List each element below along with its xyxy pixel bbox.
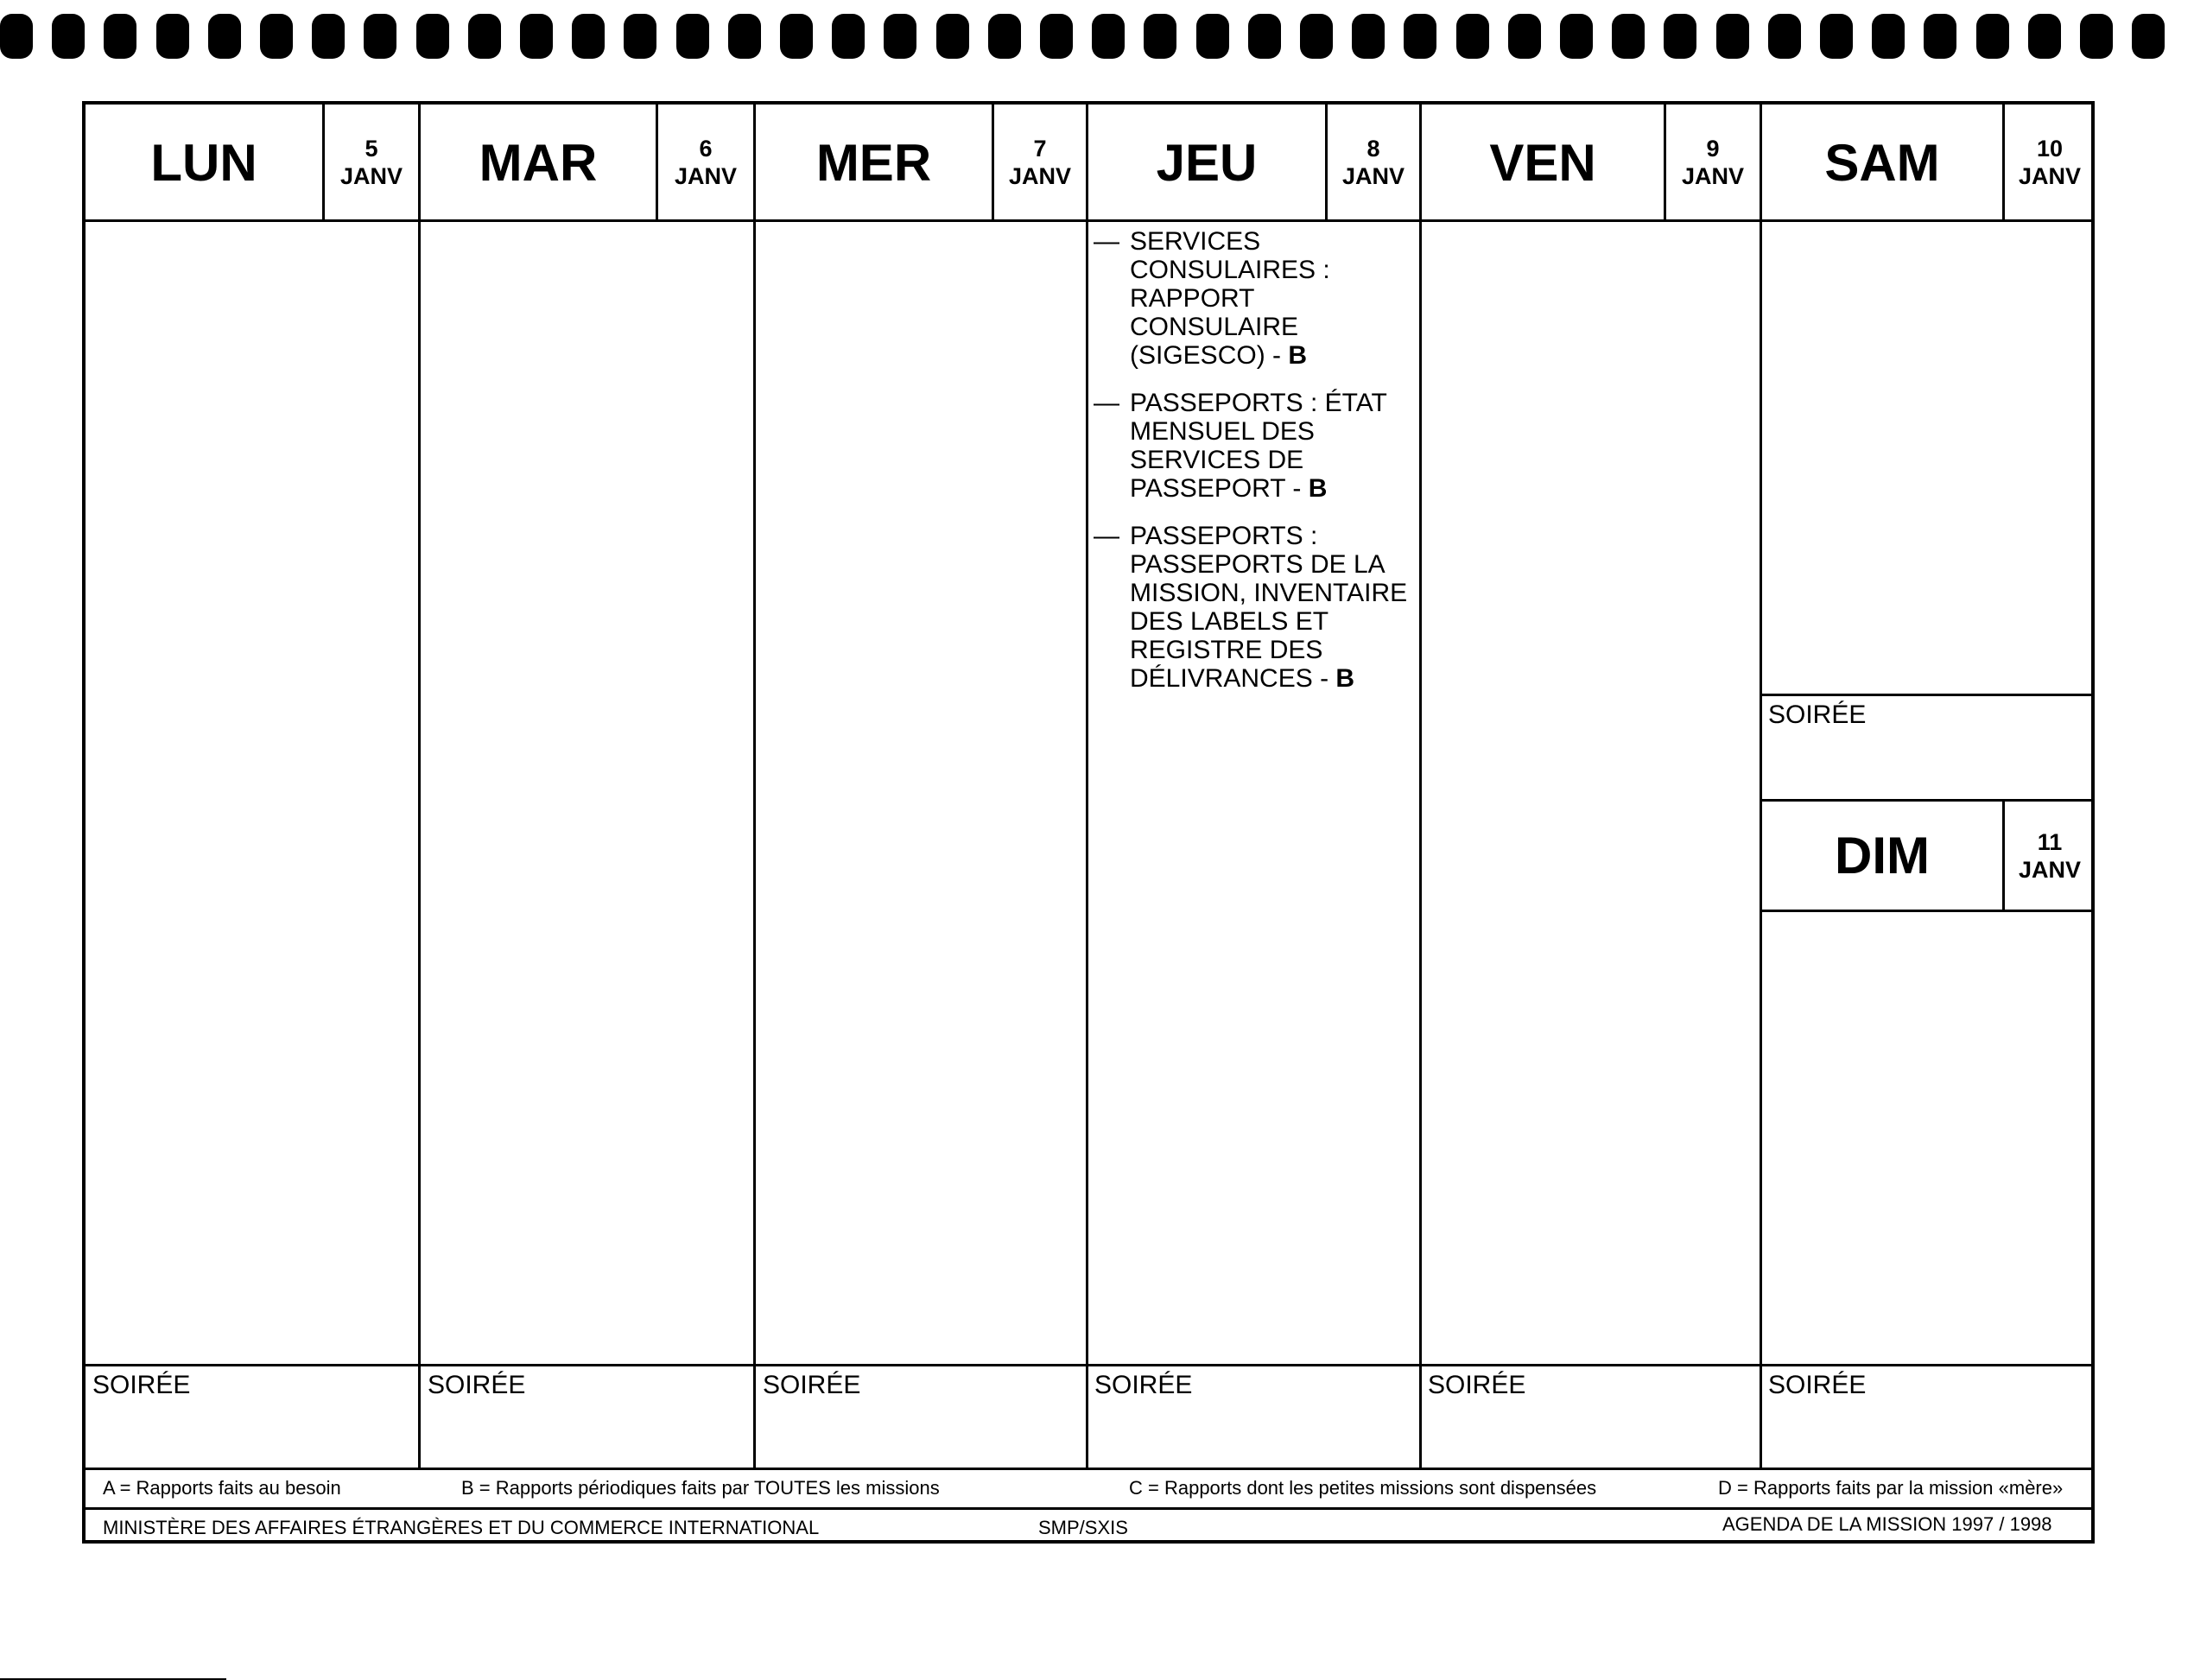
entry-text: SERVICES CONSULAIRES : RAPPORT CONSULAIRE (SIGESCO) - [1130, 227, 1330, 370]
date-month: JANV [1341, 163, 1405, 189]
binding-hole [1872, 14, 1905, 59]
column-divider [753, 105, 756, 1468]
binding-hole [52, 14, 85, 59]
binding-hole [1768, 14, 1801, 59]
day-name-mer: MER [815, 133, 932, 192]
binding-hole [832, 14, 865, 59]
evening-rule [86, 1364, 2095, 1366]
legend-c: C = Rapports dont les petites missions sont dispensées [1129, 1477, 1597, 1499]
day-name-mar: MAR [479, 133, 598, 192]
evening-label: SOIRÉE [428, 1371, 526, 1399]
date-month: JANV [1008, 163, 1072, 189]
binding-hole [1508, 14, 1541, 59]
binding-hole [2132, 14, 2165, 59]
date-number: 10 [2036, 136, 2064, 162]
binding-hole [1196, 14, 1229, 59]
binding-hole [2080, 14, 2113, 59]
binding-hole [364, 14, 396, 59]
evening-label: SOIRÉE [1428, 1371, 1526, 1399]
binding-hole [1560, 14, 1593, 59]
binding-hole [1248, 14, 1281, 59]
evening-label: SOIRÉE [1768, 1371, 1867, 1399]
entry-code: B [1308, 474, 1328, 503]
column-divider [1760, 105, 1762, 1468]
legend-a: A = Rapports faits au besoin [103, 1477, 341, 1499]
binding-hole [676, 14, 709, 59]
date-mer [994, 105, 1086, 220]
legend-rule [86, 1468, 2095, 1470]
binding-hole [416, 14, 449, 59]
date-month: JANV [674, 163, 738, 189]
binding-hole [572, 14, 605, 59]
thursday-entries [1094, 227, 1422, 712]
binding-hole [1456, 14, 1489, 59]
day-name-jeu: JEU [1156, 133, 1258, 192]
binding-hole [1352, 14, 1385, 59]
binding-hole [312, 14, 345, 59]
binding-hole [624, 14, 656, 59]
binding-hole [728, 14, 761, 59]
entry-code: B [1288, 341, 1308, 370]
footer-rule [86, 1507, 2095, 1510]
binding-hole [1716, 14, 1749, 59]
column-divider [418, 105, 421, 1468]
date-month: JANV [2018, 163, 2082, 189]
list-item [1094, 389, 1422, 503]
legend-b: B = Rapports périodiques faits par TOUTES les missions [461, 1477, 940, 1499]
binding-hole [1612, 14, 1645, 59]
binding-hole [1040, 14, 1073, 59]
date-sam [2005, 105, 2095, 220]
date-number: 6 [699, 136, 713, 162]
date-lun [325, 105, 418, 220]
entry-text: PASSEPORTS : PASSEPORTS DE LA MISSION, INVENTAIRE DES LABELS ET REGISTRE DES DÉLIVRANCES - [1130, 522, 1408, 693]
agenda-sheet [82, 101, 2095, 1544]
day-name-dim: DIM [1835, 827, 1930, 884]
binding-hole [1820, 14, 1853, 59]
binding-hole [208, 14, 241, 59]
evening-label: SOIRÉE [1768, 701, 1867, 729]
entry-dash: — [1094, 522, 1119, 550]
list-item [1094, 227, 1422, 370]
day-name-sam: SAM [1824, 133, 1940, 192]
date-dim [2005, 802, 2095, 910]
day-name-ven: VEN [1489, 133, 1596, 192]
evening-label: SOIRÉE [763, 1371, 861, 1399]
binding-hole [1404, 14, 1436, 59]
sunday-header-bottom [1760, 910, 2095, 912]
binding-hole [468, 14, 501, 59]
evening-label: SOIRÉE [92, 1371, 191, 1399]
day-name-lun: LUN [150, 133, 257, 192]
binding-hole [1664, 14, 1696, 59]
date-jeu [1328, 105, 1419, 220]
binding-hole [1144, 14, 1176, 59]
date-month: JANV [2018, 856, 2082, 883]
binding-hole [1092, 14, 1125, 59]
legend-d: D = Rapports faits par la mission «mère» [1718, 1477, 2064, 1499]
binding-hole [156, 14, 189, 59]
binding-hole [2028, 14, 2061, 59]
binding-hole [104, 14, 136, 59]
date-number: 8 [1366, 136, 1380, 162]
binding-hole [1300, 14, 1333, 59]
evening-label: SOIRÉE [1094, 1371, 1193, 1399]
entry-code: B [1335, 664, 1355, 693]
agenda-title: AGENDA DE LA MISSION 1997 / 1998 [1722, 1513, 2052, 1535]
date-number: 11 [2037, 828, 2063, 855]
entry-dash: — [1094, 389, 1119, 417]
binding-hole [260, 14, 293, 59]
document-code: SMP/SXIS [1038, 1517, 1128, 1538]
entry-dash: — [1094, 227, 1119, 256]
binding-hole [780, 14, 813, 59]
date-number: 9 [1706, 136, 1720, 162]
binding-hole [884, 14, 916, 59]
binding-hole [1976, 14, 2009, 59]
binding-hole [0, 14, 33, 59]
list-item [1094, 522, 1422, 693]
binding-holes [0, 9, 2194, 60]
binding-hole [988, 14, 1021, 59]
date-number: 5 [365, 136, 378, 162]
ministry-name: MINISTÈRE DES AFFAIRES ÉTRANGÈRES ET DU COMMERCE INTERNATIONAL [103, 1517, 820, 1538]
date-month: JANV [1681, 163, 1745, 189]
entry-text: PASSEPORTS : ÉTAT MENSUEL DES SERVICES DE PASSEPORT - [1130, 389, 1387, 503]
binding-hole [1924, 14, 1956, 59]
date-number: 7 [1033, 136, 1047, 162]
date-mar [658, 105, 753, 220]
column-divider [1086, 105, 1088, 1468]
date-month: JANV [339, 163, 403, 189]
date-ven [1666, 105, 1760, 220]
binding-hole [520, 14, 553, 59]
binding-hole [936, 14, 969, 59]
saturday-evening-rule [1760, 694, 2095, 696]
